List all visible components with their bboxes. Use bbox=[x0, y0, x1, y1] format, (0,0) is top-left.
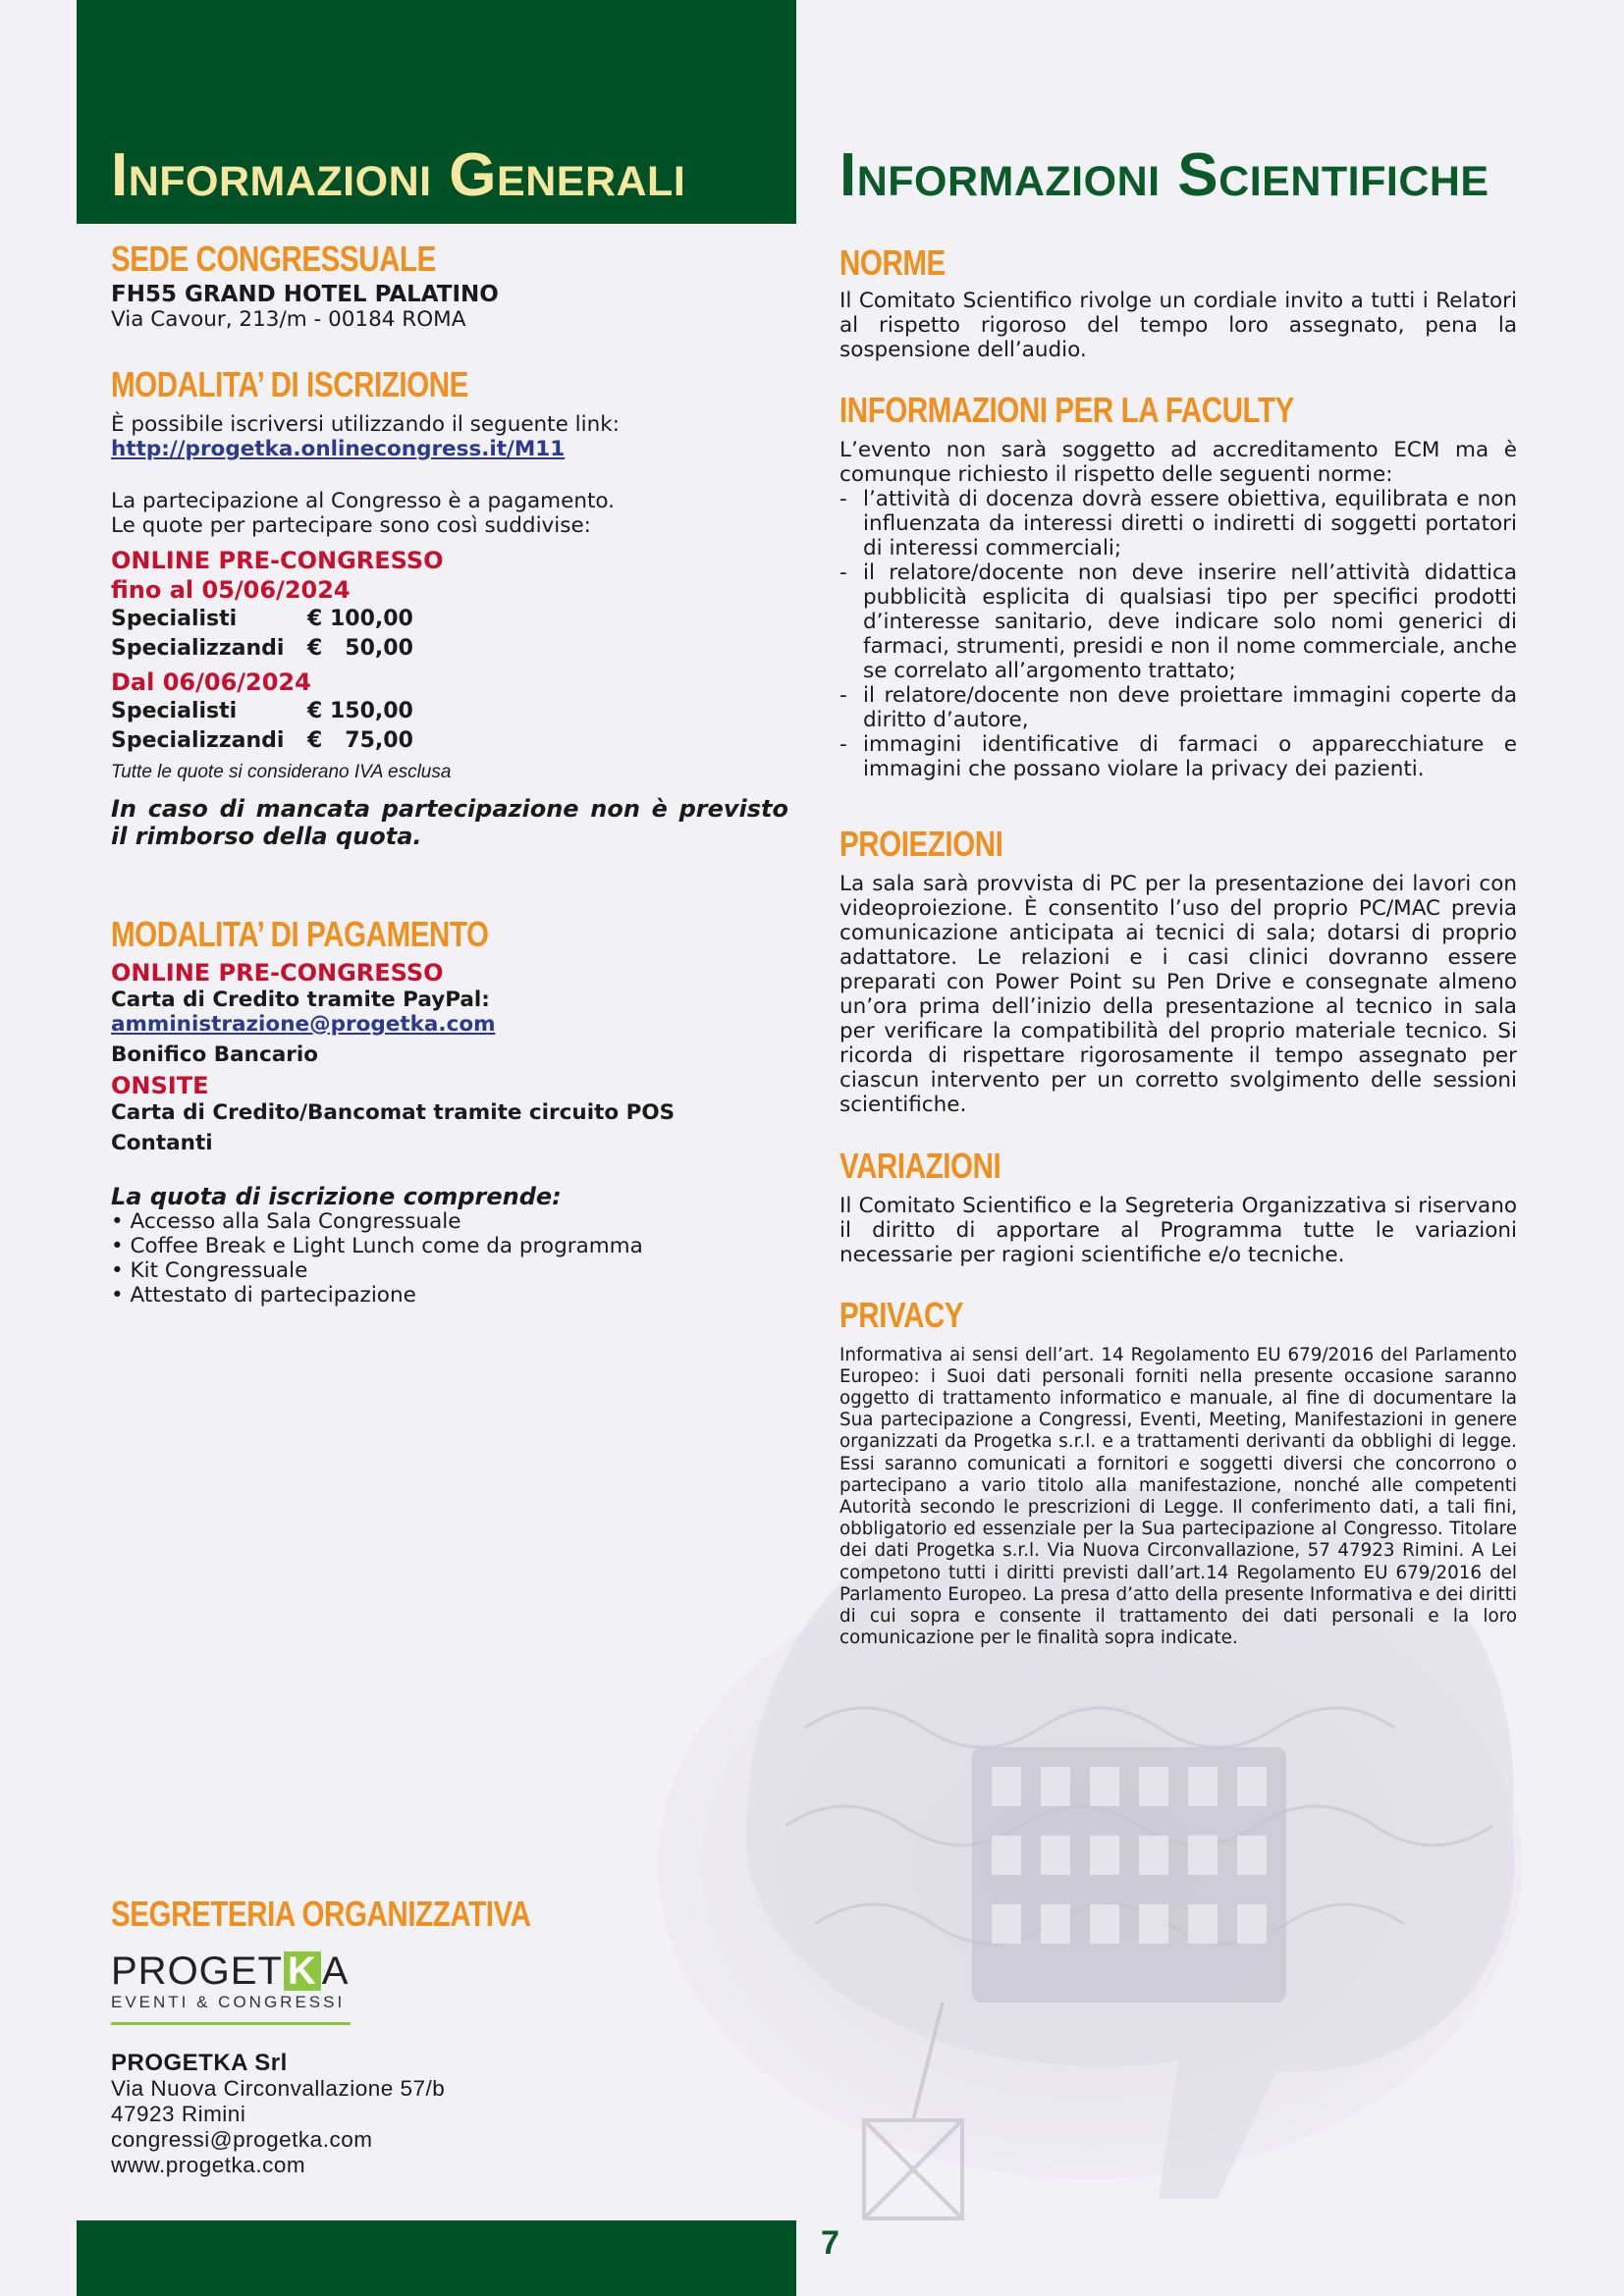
pagamento-heading: MODALITA’ DI PAGAMENTO bbox=[111, 914, 489, 954]
variazioni-text: Il Comitato Scientifico e la Segreteria Organizzativa si riservano il diritto di apportare al Programma tutte le variazioni necessarie per ragioni scientifiche e/o tecniche. bbox=[839, 1193, 1517, 1267]
list-item: - il relatore/docente non deve inserire nell’attività didattica pubblicità esplicita di qualsiasi tipo per specifici prodotti d’interesse sanitario, deve indicare solo nomi generici di farmaci, strumenti, presidi e non il nome commerciale, anche se correlato all’argomento trattato; bbox=[839, 560, 1517, 683]
list-item: • Attestato di partecipazione bbox=[111, 1282, 416, 1308]
list-item: • Kit Congressuale bbox=[111, 1257, 308, 1283]
price-label: Specializzandi bbox=[111, 635, 285, 661]
norme-text: Il Comitato Scientifico rivolge un cordiale invito a tutti i Relatori al rispetto rigoroso del tempo loro assegnato, pena la sospensione dell’audio. bbox=[839, 288, 1517, 362]
proiezioni-text: La sala sarà provvista di PC per la presentazione dei lavori con videoproiezione. È consentito l’uso del proprio PC/MAC previa comunicazione anticipata ai tecnici di sala; dotarsi di proprio adattatore. Le relazioni e i casi clinici dovranno essere preparati con Power Point su Pen Drive e consegnate almeno un’ora prima dell’inizio della presentazione al tecnico in sala per verificare la compatibilità del proprio materiale tecnico. Si ricorda di rispettare rigorosamente il tempo assegnato per ciascun intervento per un corretto svolgimento delle sessioni scientifiche. bbox=[839, 871, 1517, 1117]
company-email[interactable]: congressi@progetka.com bbox=[111, 2126, 373, 2152]
hotel-name: FH55 GRAND HOTEL PALATINO bbox=[111, 281, 499, 307]
price-label: Specializzandi bbox=[111, 727, 285, 753]
left-footer-band bbox=[77, 2220, 796, 2296]
online-until-label: fino al 05/06/2024 bbox=[111, 575, 351, 604]
online-pre-label: ONLINE PRE-CONGRESSO bbox=[111, 546, 444, 574]
iscrizione-heading: MODALITA’ DI ISCRIZIONE bbox=[111, 364, 468, 404]
comprende-list bbox=[111, 1209, 788, 1308]
company-address1: Via Nuova Circonvallazione 57/b bbox=[111, 2075, 446, 2101]
privacy-heading: PRIVACY bbox=[839, 1295, 964, 1335]
progetka-logo bbox=[111, 1951, 788, 2025]
company-name: PROGETKA Srl bbox=[111, 2049, 288, 2076]
price-value: € 150,00 bbox=[307, 698, 413, 723]
hotel-address: Via Cavour, 213/m - 00184 ROMA bbox=[111, 306, 466, 332]
company-address2: 47923 Rimini bbox=[111, 2101, 246, 2126]
logo-subtitle: EVENTI & CONGRESSI bbox=[111, 1992, 346, 2011]
price-label: Specialisti bbox=[111, 606, 238, 631]
left-title: Informazioni Generali bbox=[111, 141, 686, 209]
price-row bbox=[111, 697, 788, 726]
price-row bbox=[111, 605, 788, 634]
faculty-rules-list bbox=[839, 487, 1517, 781]
company-website[interactable]: www.progetka.com bbox=[111, 2152, 306, 2177]
list-item: • Coffee Break e Light Lunch come da programma bbox=[111, 1233, 643, 1258]
price-value: € 50,00 bbox=[307, 635, 413, 661]
logo-underline bbox=[111, 2022, 351, 2025]
logo-text: PROGET bbox=[111, 1949, 283, 1993]
admin-email-link[interactable]: amministrazione@progetka.com bbox=[111, 1011, 496, 1037]
onsite-label: ONSITE bbox=[111, 1071, 209, 1099]
pos-label: Carta di Credito/Bancomat tramite circuito POS bbox=[111, 1099, 676, 1125]
norme-heading: NORME bbox=[839, 242, 946, 283]
comprende-heading: La quota di iscrizione comprende: bbox=[111, 1182, 562, 1210]
iscrizione-intro: È possibile iscriversi utilizzando il seguente link: bbox=[111, 411, 620, 437]
price-row bbox=[111, 634, 788, 664]
price-label: Specialisti bbox=[111, 698, 238, 723]
proiezioni-heading: PROIEZIONI bbox=[839, 824, 1003, 864]
faculty-heading: INFORMAZIONI PER LA FACULTY bbox=[839, 390, 1294, 430]
segreteria-heading: SEGRETERIA ORGANIZZATIVA bbox=[111, 1894, 531, 1934]
sede-heading: SEDE CONGRESSUALE bbox=[111, 239, 436, 279]
paypal-label: Carta di Credito tramite PayPal: bbox=[111, 987, 490, 1012]
iva-note: Tutte le quote si considerano IVA esclusa bbox=[111, 761, 452, 782]
contanti-label: Contanti bbox=[111, 1130, 213, 1155]
list-item: - immagini identificative di farmaci o apparecchiature e immagini che possano violare la privacy dei pazienti. bbox=[839, 731, 1517, 781]
list-item: - il relatore/docente non deve proiettare immagini coperte da diritto d’autore, bbox=[839, 682, 1517, 732]
logo-text: A bbox=[321, 1949, 350, 1993]
price-row bbox=[111, 726, 788, 756]
faculty-intro: L’evento non sarà soggetto ad accreditamento ECM ma è comunque richiesto il rispetto delle seguenti norme: bbox=[839, 437, 1517, 487]
variazioni-heading: VARIAZIONI bbox=[839, 1146, 1001, 1186]
iscrizione-para2: Le quote per partecipare sono così suddivise: bbox=[111, 512, 591, 538]
iscrizione-para1: La partecipazione al Congresso è a pagamento. bbox=[111, 488, 615, 513]
bonifico-label: Bonifico Bancario bbox=[111, 1041, 318, 1067]
dal-label: Dal 06/06/2024 bbox=[111, 667, 311, 696]
page-number: 7 bbox=[821, 2224, 839, 2262]
list-item: • Accesso alla Sala Congressuale bbox=[111, 1208, 461, 1234]
list-item: - l’attività di docenza dovrà essere obiettiva, equilibrata e non influenzata da interessi diretti o indiretti di soggetti portatori di interessi commerciali; bbox=[839, 486, 1517, 561]
logo-k: K bbox=[284, 1951, 321, 1991]
price-value: € 100,00 bbox=[307, 606, 413, 631]
refund-warning: In caso di mancata partecipazione non è previsto il rimborso della quota. bbox=[111, 794, 788, 850]
registration-link[interactable]: http://progetka.onlinecongress.it/M11 bbox=[111, 436, 566, 461]
right-title: Informazioni Scientifiche bbox=[839, 141, 1489, 209]
privacy-text: Informativa ai sensi dell’art. 14 Regolamento EU 679/2016 del Parlamento Europeo: i Suoi dati personali forniti nella presente occasione saranno oggetto di trattamento informatico e manuale, al fine di documentare la Sua partecipazione a Congressi, Eventi, Meeting, Manifestazioni in genere organizzati da Progetka s.r.l. e a trattamenti derivanti da obblighi di legge. Essi saranno comunicati a fornitori e soggetti diversi che concorrono o partecipano a vario titolo alla manifestazione, nonché alle competenti Autorità secondo le prescrizioni di Legge. Il conferimento dati, a tali fini, obbligatorio ed essenziale per la Sua partecipazione al Congresso. Titolare dei dati Progetka s.r.l. Via Nuova Circonvallazione, 57 47923 Rimini. A Lei competono tutti i diritti previsti dall’art.14 Regolamento EU 679/2016 del Parlamento Europeo. La presa d’atto della presente Informativa e dei diritti di cui sopra e consente il trattamento dei dati personali e la loro comunicazione per le finalità sopra indicate. bbox=[839, 1344, 1517, 1649]
price-value: € 75,00 bbox=[307, 727, 413, 753]
payment-online-label: ONLINE PRE-CONGRESSO bbox=[111, 958, 444, 987]
